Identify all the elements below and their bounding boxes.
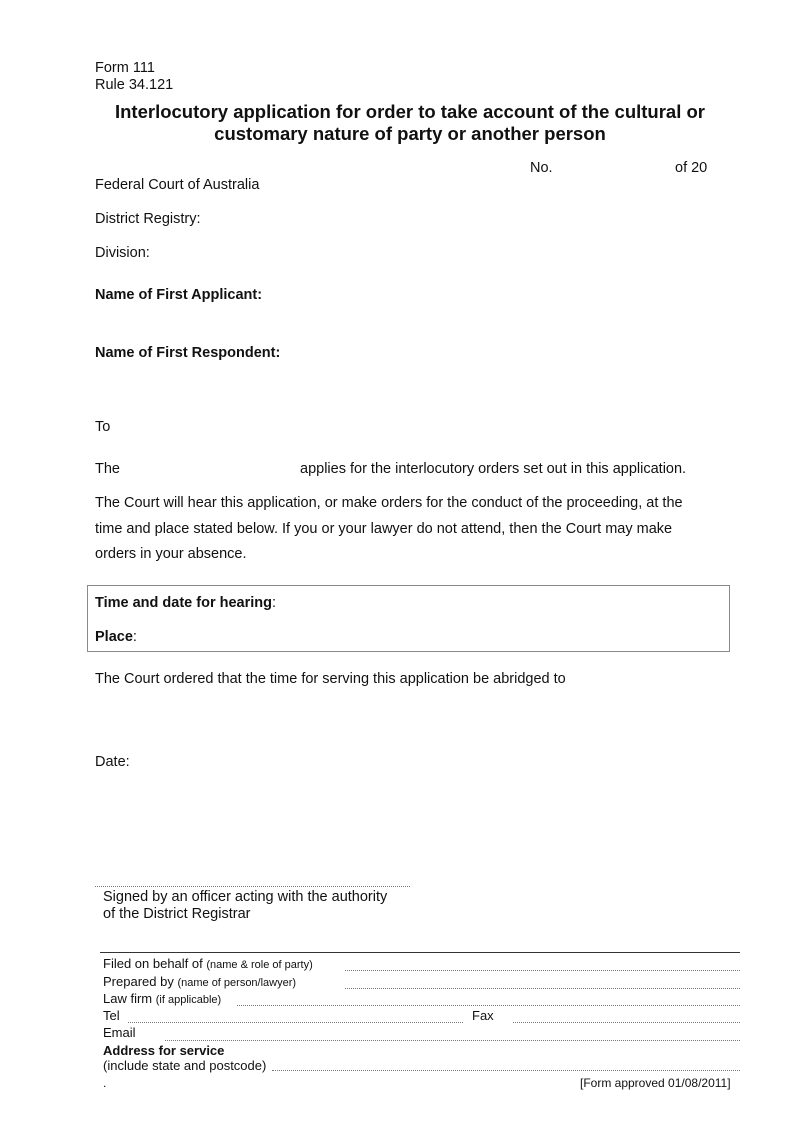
place-colon: : [132, 629, 137, 645]
case-year-label: of 20 [675, 160, 708, 176]
case-no-label: No. [530, 160, 553, 176]
tel-field[interactable] [128, 1022, 463, 1023]
email-field[interactable] [165, 1040, 740, 1041]
form-title-line1: Interlocutory application for order to take account of the cultural or [114, 101, 705, 122]
filed-on-behalf-label: Filed on behalf of [103, 956, 203, 971]
signature-text-line1: Signed by an officer acting with the authority [103, 889, 388, 905]
signature-line [95, 886, 410, 887]
abridged-text: The Court ordered that the time for serving this application be abridged to [95, 671, 566, 687]
the-label: The [95, 461, 120, 477]
prepared-by-row [103, 974, 296, 989]
first-applicant-label: Name of First Applicant: [95, 287, 263, 303]
tel-label: Tel [103, 1008, 120, 1023]
rule-number: Rule 34.121 [95, 77, 174, 93]
email-label: Email [103, 1025, 136, 1040]
form-approved-note: [Form approved 01/08/2011] [580, 1076, 731, 1090]
court-name: Federal Court of Australia [95, 177, 260, 193]
place-row [95, 629, 137, 645]
form-title [60, 101, 760, 145]
filed-on-behalf-hint: (name & role of party) [206, 959, 313, 971]
law-firm-row [103, 991, 221, 1006]
form-number: Form 111 [95, 60, 155, 76]
address-for-service-hint: (include state and postcode) [103, 1058, 267, 1073]
time-date-label: Time and date for hearing [95, 595, 272, 611]
address-for-service-field[interactable] [272, 1070, 740, 1071]
address-for-service-label: Address for service [103, 1043, 225, 1058]
applies-text: applies for the interlocutory orders set out in this application. [300, 461, 687, 477]
footer-top-rule [100, 952, 740, 953]
hearing-notice-paragraph: The Court will hear this application, or make orders for the conduct of the proceeding, at the time and place stated below. If you or your lawyer do not attend, then the Court may make orders in your absence. [95, 495, 683, 562]
division-label: Division: [95, 245, 150, 261]
fax-label: Fax [472, 1008, 494, 1023]
date-label: Date: [95, 754, 130, 770]
law-firm-hint: (if applicable) [155, 994, 222, 1006]
law-firm-field[interactable] [237, 1005, 740, 1006]
prepared-by-label: Prepared by [103, 974, 174, 989]
district-registry-label: District Registry: [95, 211, 201, 227]
place-label: Place [95, 629, 133, 645]
time-date-row [95, 595, 276, 611]
fax-field[interactable] [513, 1022, 740, 1023]
signature-text-line2: of the District Registrar [103, 906, 251, 922]
prepared-by-field[interactable] [345, 988, 740, 989]
prepared-by-hint: (name of person/lawyer) [177, 977, 297, 989]
to-label: To [95, 419, 111, 435]
time-date-colon: : [272, 595, 277, 611]
form-title-line2: customary nature of party or another person [214, 123, 606, 144]
footer-dot: . [103, 1076, 107, 1090]
filed-on-behalf-field[interactable] [345, 970, 740, 971]
first-respondent-label: Name of First Respondent: [95, 345, 281, 361]
filed-on-behalf-row [103, 956, 313, 971]
law-firm-label: Law firm [103, 991, 153, 1006]
